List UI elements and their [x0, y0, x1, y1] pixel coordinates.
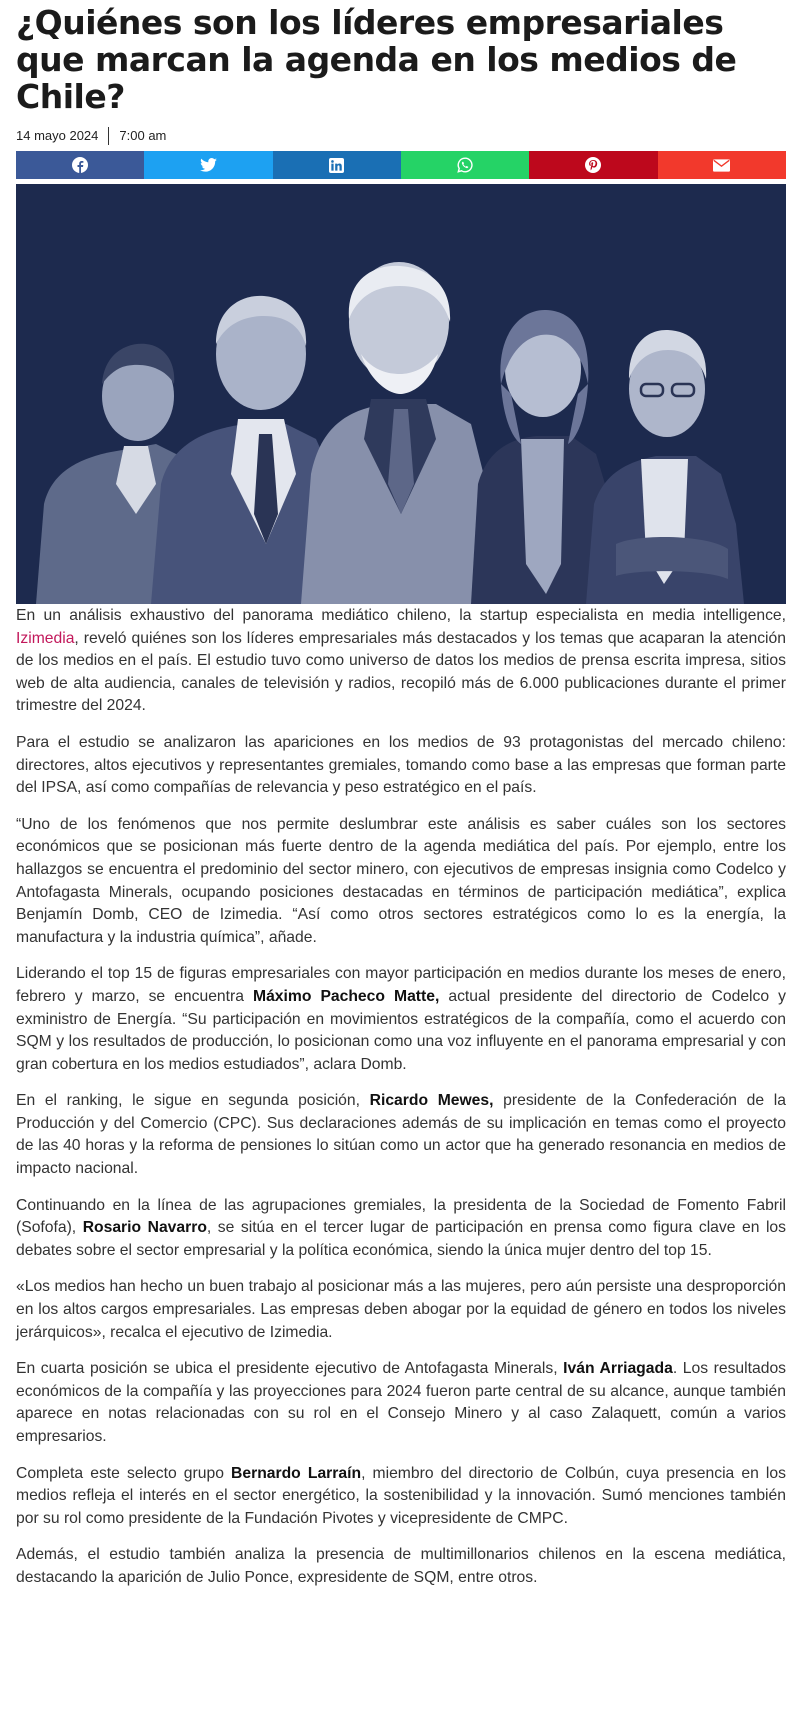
article-date: 14 mayo 2024 — [16, 128, 99, 143]
leader-name-arriagada: Iván Arriagada — [563, 1360, 673, 1378]
paragraph-4-text-b: actual presidente del directorio de Codelco y exministro de Energía. “Su participación en movimientos estratégicos de la compañía, como el acuerdo con SQM y los resultados de producción, lo posicionan como una voz influyente en el panorama empresarial y con gran cobertura en los medios estudiados”, aclara Domb. — [16, 987, 786, 1073]
article-meta — [16, 128, 166, 144]
whatsapp-icon — [457, 157, 473, 173]
article-title: ¿Quiénes son los líderes empresariales que marcan la agenda en los medios de Chile? — [16, 3, 737, 116]
paragraph-8 — [16, 1358, 786, 1448]
paragraph-7: «Los medios han hecho un buen trabajo al posicionar más a las mujeres, pero aún persiste una desproporción en los altos cargos empresariales. Las empresas deben abogar por la equidad de género en todos los niveles jerárquicos», recalca el ejecutivo de Izimedia. — [16, 1278, 786, 1341]
paragraph-1 — [16, 605, 786, 718]
pinterest-icon — [585, 157, 601, 173]
paragraph-5-text-b: presidente de la Confederación de la Producción y del Comercio (CPC). Sus declaraciones además de su implicación en temas como el proyecto de las 40 horas y la reforma de pensiones lo sitúan como un actor que ha generado resonancia en medios de impacto nacional. — [16, 1092, 786, 1178]
share-facebook-button[interactable] — [16, 151, 144, 179]
twitter-icon — [200, 158, 217, 172]
paragraph-9-text-a: Completa este selecto grupo — [16, 1464, 232, 1482]
paragraph-8-text-a: En cuarta posición se ubica el presidente ejecutivo de Antofagasta Minerals, — [16, 1360, 564, 1378]
paragraph-2: Para el estudio se analizaron las apariciones en los medios de 93 protagonistas del mercado chileno: directores, altos ejecutivos y representantes gremiales, tomando como base a las empresas que forman parte del IPSA, así como compañías de relevancia y peso estratégico en el país. — [16, 733, 786, 797]
leader-name-pacheco: Máximo Pacheco Matte, — [253, 987, 440, 1005]
paragraph-1-text-b: , reveló quiénes son los líderes empresariales más destacados y los temas que acaparan la atención de los medios en el país. El estudio tuvo como universo de datos los medios de prensa escrita impresa, sitios web de alta audiencia, canales de televisión y radios, recopiló más de 6.000 publicaciones durante el primer trimestre del 2024. — [16, 629, 786, 715]
article-time: 7:00 am — [119, 128, 167, 143]
paragraph-4 — [16, 963, 786, 1076]
facebook-icon — [72, 157, 88, 173]
paragraph-6-text-b: , se sitúa en el tercer lugar de participación en prensa como figura clave en los debates sobre el sector empresarial y la política económica, siendo la única mujer dentro del top 15. — [16, 1219, 786, 1259]
leader-name-mewes: Ricardo Mewes, — [369, 1092, 494, 1110]
share-email-button[interactable] — [658, 151, 786, 179]
share-pinterest-button[interactable] — [529, 151, 657, 179]
leader-name-larrain: Bernardo Larraín — [231, 1464, 362, 1482]
business-leaders-photo — [16, 184, 786, 604]
article-body — [16, 605, 786, 1604]
meta-divider — [108, 127, 109, 145]
paragraph-9 — [16, 1463, 786, 1531]
paragraph-10: Además, el estudio también analiza la presencia de multimillonarios chilenos en la escena mediática, destacando la aparición de Julio Ponce, expresidente de SQM, entre otros. — [16, 1546, 786, 1586]
share-whatsapp-button[interactable] — [401, 151, 529, 179]
paragraph-5-text-a: En el ranking, le sigue en segunda posición, — [16, 1092, 370, 1110]
paragraph-9-text-b: , miembro del directorio de Colbún, cuya presencia en los medios refleja el interés en el sector energético, la sostenibilidad y la innovación. Sumó menciones también por su rol como presidente de la Fundación Pivotes y vicepresidente de CMPC. — [16, 1464, 786, 1527]
paragraph-6-text-a: Continuando en la línea de las agrupaciones gremiales, la presidenta de la Sociedad de Fomento Fabril (Sofofa), — [16, 1196, 786, 1237]
paragraph-8-text-b: . Los resultados económicos de la compañía y las proyecciones para 2024 fueron parte central de su alcance, aunque también aparece en notas relacionadas con su rol en el Consejo Minero y al caso Zalaquett, común a varios empresarios. — [16, 1360, 787, 1445]
share-bar — [16, 151, 786, 179]
paragraph-1-text-a: En un análisis exhaustivo del panorama mediático chileno, la startup especialista en media intelligence, — [16, 607, 786, 624]
share-linkedin-button[interactable] — [273, 151, 401, 179]
paragraph-6 — [16, 1195, 786, 1263]
paragraph-4-text-a: Liderando el top 15 de figuras empresariales con mayor participación en medios durante los meses de enero, febrero y marzo, se encuentra — [16, 965, 786, 1005]
paragraph-3: “Uno de los fenómenos que nos permite deslumbrar este análisis es saber cuáles son los sectores económicos que se posicionan más fuerte dentro de la agenda mediática del país. Por ejemplo, entre los hallazgos se encuentra el predominio del sector minero, con ejecutivos de empresas insignia como Codelco y Antofagasta Minerals, ocupando posiciones destacadas en términos de participación mediática”, explica Benjamín Domb, CEO de Izimedia. “Así como otros sectores estratégicos como lo es la energía, la manufactura y la industria química”, añade. — [16, 815, 786, 946]
envelope-icon — [713, 159, 730, 172]
hero-image — [16, 184, 786, 604]
linkedin-icon — [329, 158, 344, 173]
paragraph-5 — [16, 1090, 786, 1180]
leader-name-navarro: Rosario Navarro — [82, 1219, 207, 1237]
share-twitter-button[interactable] — [144, 151, 272, 179]
izimedia-link[interactable]: Izimedia — [16, 629, 75, 647]
